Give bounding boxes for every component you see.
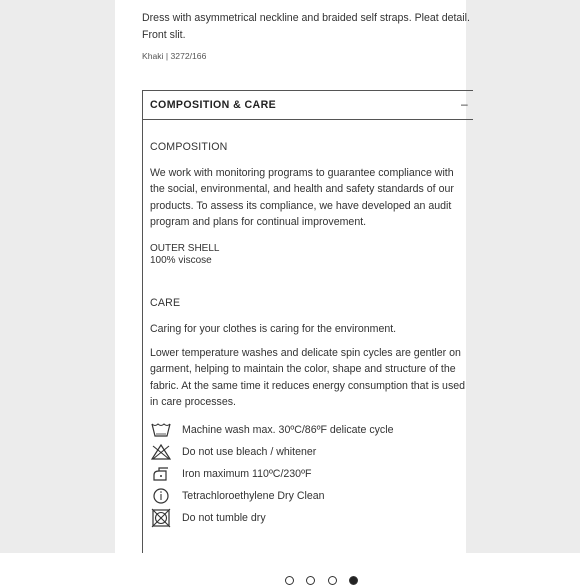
care-instruction-row (150, 443, 470, 461)
left-backdrop (0, 0, 115, 553)
care-instruction-text: Iron maximum 110ºC/230ºF (182, 468, 312, 480)
iron-icon (150, 465, 172, 483)
composition-care-title: COMPOSITION & CARE (150, 99, 277, 111)
care-instruction-row (150, 509, 470, 527)
care-heading: CARE (150, 297, 181, 309)
care-instruction-text: Do not use bleach / whitener (182, 446, 317, 458)
product-description: Dress with asymmetrical neckline and braided self straps. Pleat detail. Front slit. (142, 12, 470, 41)
machine-wash-icon (150, 421, 172, 439)
no-bleach-icon (150, 443, 172, 461)
composition-care-section (142, 90, 473, 561)
pager-dot[interactable] (285, 576, 294, 585)
care-instruction-text: Do not tumble dry (182, 512, 266, 524)
care-instruction-text: Machine wash max. 30ºC/86ºF delicate cycle (182, 424, 394, 436)
care-instruction-row (150, 421, 470, 439)
outer-shell-label: OUTER SHELL (150, 243, 220, 254)
care-instruction-text: Tetrachloroethylene Dry Clean (182, 490, 325, 502)
composition-body: We work with monitoring programs to guarantee compliance with the social, environmental, and health and safety standards of our products. To assess its compliance, we have developed an audit program and plans for continual improvement. (150, 167, 454, 229)
collapse-toggle[interactable]: – (461, 97, 468, 111)
care-body: Lower temperature washes and delicate spin cycles are gentler on garment, helping to maintain the color, shape and structure of the fabric. At the same time it reduces energy consumption that is used in care processes. (150, 347, 466, 409)
right-backdrop (466, 0, 580, 553)
care-intro: Caring for your clothes is caring for the environment. (150, 323, 397, 335)
image-pager (0, 553, 580, 580)
composition-heading: COMPOSITION (150, 141, 228, 153)
pager-dot[interactable] (328, 576, 337, 585)
no-tumble-dry-icon (150, 509, 172, 527)
composition-care-header[interactable] (143, 91, 473, 120)
outer-shell-value: 100% viscose (150, 255, 212, 266)
product-color-reference: Khaki | 3272/166 (142, 51, 207, 61)
product-details-panel (115, 0, 470, 553)
pager-dot[interactable] (306, 576, 315, 585)
care-instruction-row (150, 487, 470, 505)
pager-dot-active[interactable] (349, 576, 358, 585)
dry-clean-icon (150, 487, 172, 505)
care-instruction-row (150, 465, 470, 483)
